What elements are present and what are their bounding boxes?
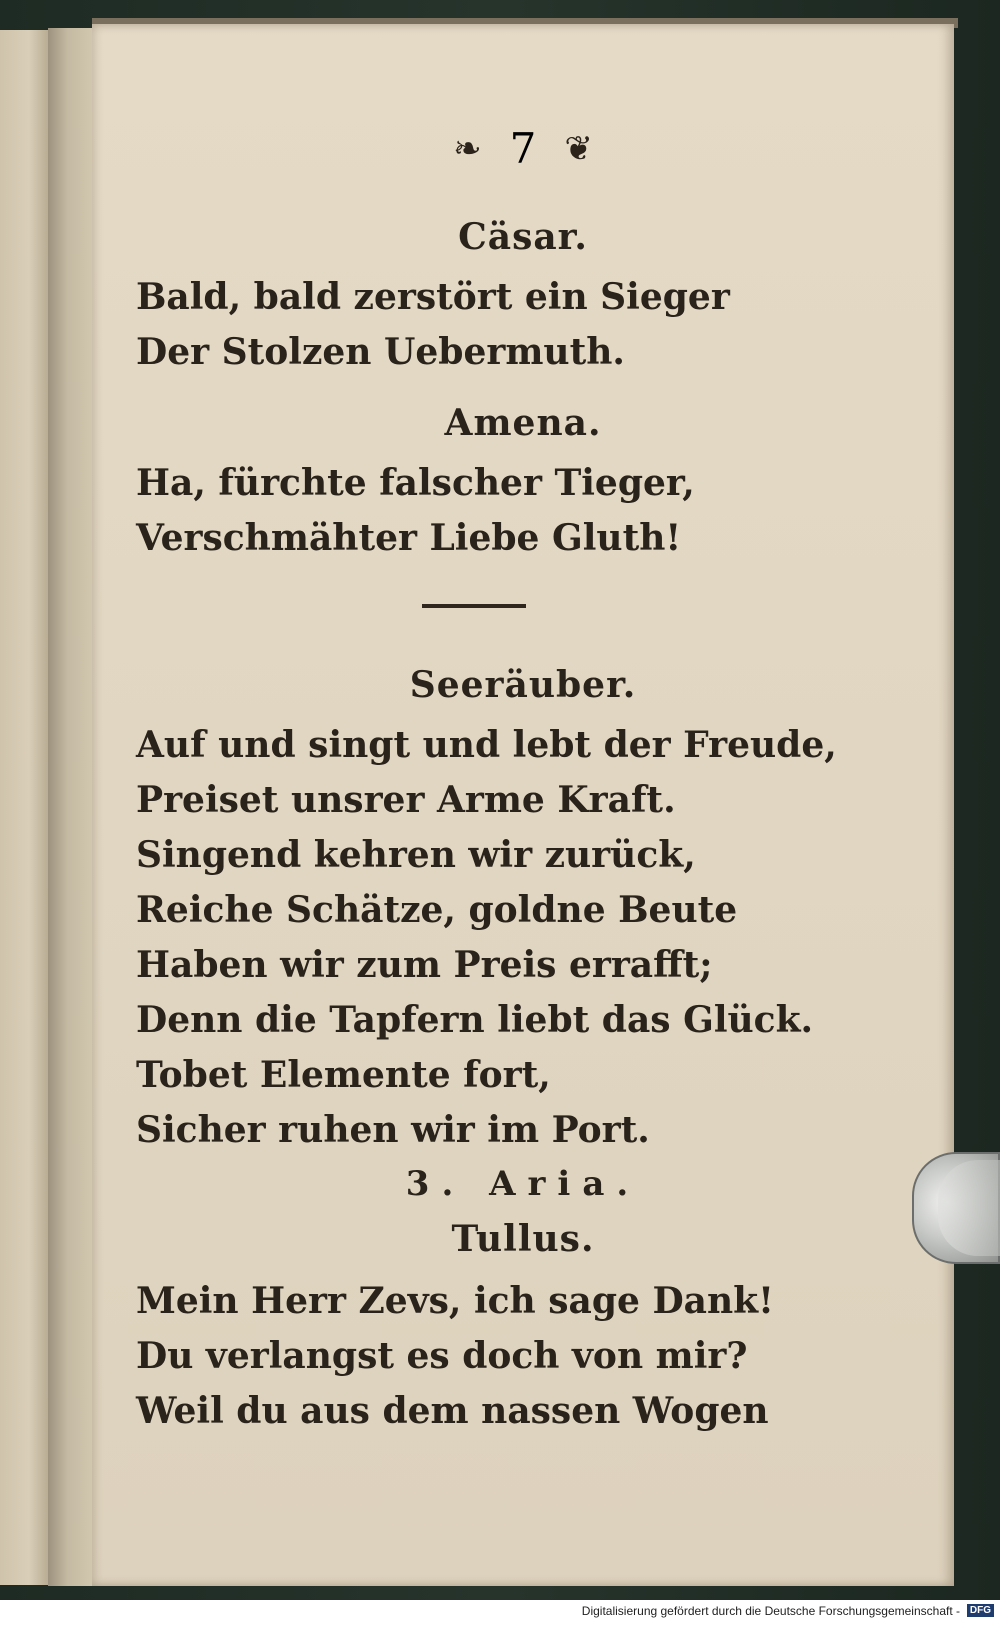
verse-line: Der Stolzen Uebermuth. (136, 331, 625, 373)
verse-line: Singend kehren wir zurück, (136, 834, 696, 876)
verse-line: Reiche Schätze, goldne Beute (136, 889, 738, 931)
facing-page-edge (0, 30, 50, 1585)
speaker-caesar: Cäsar. (458, 216, 588, 258)
dfg-logo: DFG (967, 1604, 994, 1617)
speaker-amena: Amena. (444, 402, 602, 444)
verse-line: Mein Herr Zevs, ich sage Dank! (136, 1280, 774, 1322)
verse-line: Haben wir zum Preis errafft; (136, 944, 713, 986)
verse-line: Sicher ruhen wir im Port. (136, 1109, 650, 1151)
speaker-tullus: Tullus. (451, 1218, 595, 1260)
verse-amena (136, 456, 936, 566)
ornament-right-icon: ❦ (564, 128, 593, 169)
section-divider (422, 604, 526, 608)
verse-line: Denn die Tapfern liebt das Glück. (136, 999, 814, 1041)
verse-seeraeuber (136, 718, 936, 1158)
verse-line: Auf und singt und lebt der Freude, (136, 724, 837, 766)
verse-caesar (136, 270, 936, 380)
verse-line: Tobet Elemente fort, (136, 1054, 551, 1096)
verse-line: Ha, fürchte falscher Tieger, (136, 462, 695, 504)
page-header (92, 124, 954, 173)
page-clip-rim (938, 1160, 1000, 1256)
verse-line: Weil du aus dem nassen Wogen (136, 1390, 769, 1432)
page-number: 7 (509, 124, 537, 173)
verse-line: Preiset unsrer Arme Kraft. (136, 779, 676, 821)
aria-title: 3. Aria. (405, 1164, 641, 1204)
verse-line: Du verlangst es doch von mir? (136, 1335, 748, 1377)
book-gutter (48, 28, 96, 1586)
ornament-left-icon: ❧ (453, 128, 482, 169)
book-page (92, 24, 954, 1586)
verse-line: Bald, bald zerstört ein Sieger (136, 276, 730, 318)
funding-credit: Digitalisierung gefördert durch die Deutsche Forschungsgemeinschaft - (581, 1604, 960, 1618)
footer-bar (0, 1600, 1000, 1625)
speaker-seeraeuber: Seeräuber. (409, 664, 637, 706)
verse-tullus (136, 1274, 936, 1439)
verse-line: Verschmähter Liebe Gluth! (136, 517, 682, 559)
